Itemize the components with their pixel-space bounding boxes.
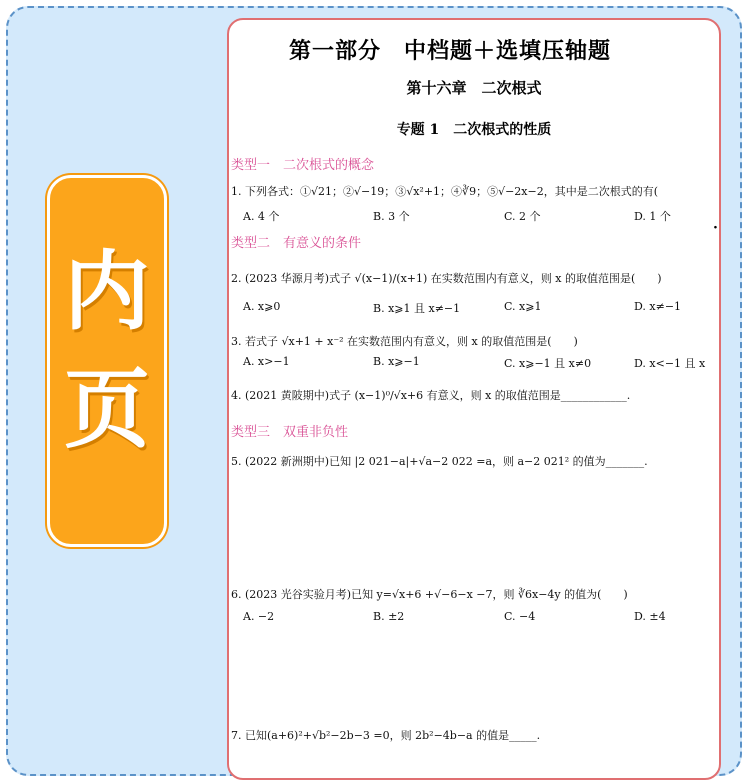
question-6-option-c: C. −4: [504, 610, 536, 623]
question-2-option-d: D. x≠−1: [634, 300, 682, 313]
question-2-option-a: A. x⩾0: [243, 300, 281, 313]
worksheet-page: [227, 18, 721, 780]
section-heading: 类型二 有意义的条件: [231, 236, 362, 251]
section-heading: 类型三 双重非负性: [231, 425, 349, 440]
topic-title: 专题 1 二次根式的性质: [396, 122, 552, 138]
question-6-option-b: B. ±2: [373, 610, 405, 623]
question-2-option-c: C. x⩾1: [504, 300, 542, 313]
question-1-option-b: B. 3 个: [373, 210, 410, 223]
question-1-option-d: D. 1 个: [634, 210, 671, 223]
question-1-stem: 1. 下列各式：①√21；②√−19；③√x²+1；④∛9；⑤√−2x−2，其中是二次根式的有(: [231, 185, 659, 198]
question-2-option-b: B. x⩾1 且 x≠−1: [373, 302, 461, 315]
question-4-stem: 4. (2021 黄陂期中)式子 (x−1)⁰/√x+6 有意义，则 x 的取值范围是____________.: [231, 389, 631, 402]
part-title: 第一部分 中档题＋选填压轴题: [289, 39, 612, 64]
question-3-option-a: A. x>−1: [243, 355, 290, 368]
section-heading: 类型一 二次根式的概念: [231, 158, 375, 173]
question-1-option-a: A. 4 个: [243, 210, 280, 223]
chapter-title: 第十六章 二次根式: [406, 79, 542, 97]
question-1-option-c: C. 2 个: [504, 210, 541, 223]
stray-mark: ·: [713, 220, 718, 236]
question-6-option-d: D. ±4: [634, 610, 666, 623]
question-3-stem: 3. 若式子 √x+1 + x⁻² 在实数范围内有意义，则 x 的取值范围是( ): [231, 335, 578, 348]
question-7-stem: 7. 已知(a+6)²+√b²−2b−3 =0，则 2b²−4b−a 的值是_____.: [231, 729, 541, 742]
question-3-option-c: C. x⩾−1 且 x≠0: [504, 357, 592, 370]
question-5-stem: 5. (2022 新洲期中)已知 |2 021−a|+√a−2 022 =a，则 a−2 021² 的值为_______.: [231, 455, 648, 468]
question-2-stem: 2. (2023 华源月考)式子 √(x−1)/(x+1) 在实数范围内有意义，则 x 的取值范围是( ): [231, 272, 662, 285]
question-3-option-b: B. x⩾−1: [373, 355, 420, 368]
question-6-option-a: A. −2: [243, 610, 275, 623]
badge-label: 内页: [64, 242, 150, 460]
question-6-stem: 6. (2023 光谷实验月考)已知 y=√x+6 +√−6−x −7，则 ∛6x−4y 的值为( ): [231, 588, 628, 601]
question-3-option-d: D. x<−1 且 x: [634, 357, 706, 370]
inner-page-badge: [47, 175, 167, 547]
